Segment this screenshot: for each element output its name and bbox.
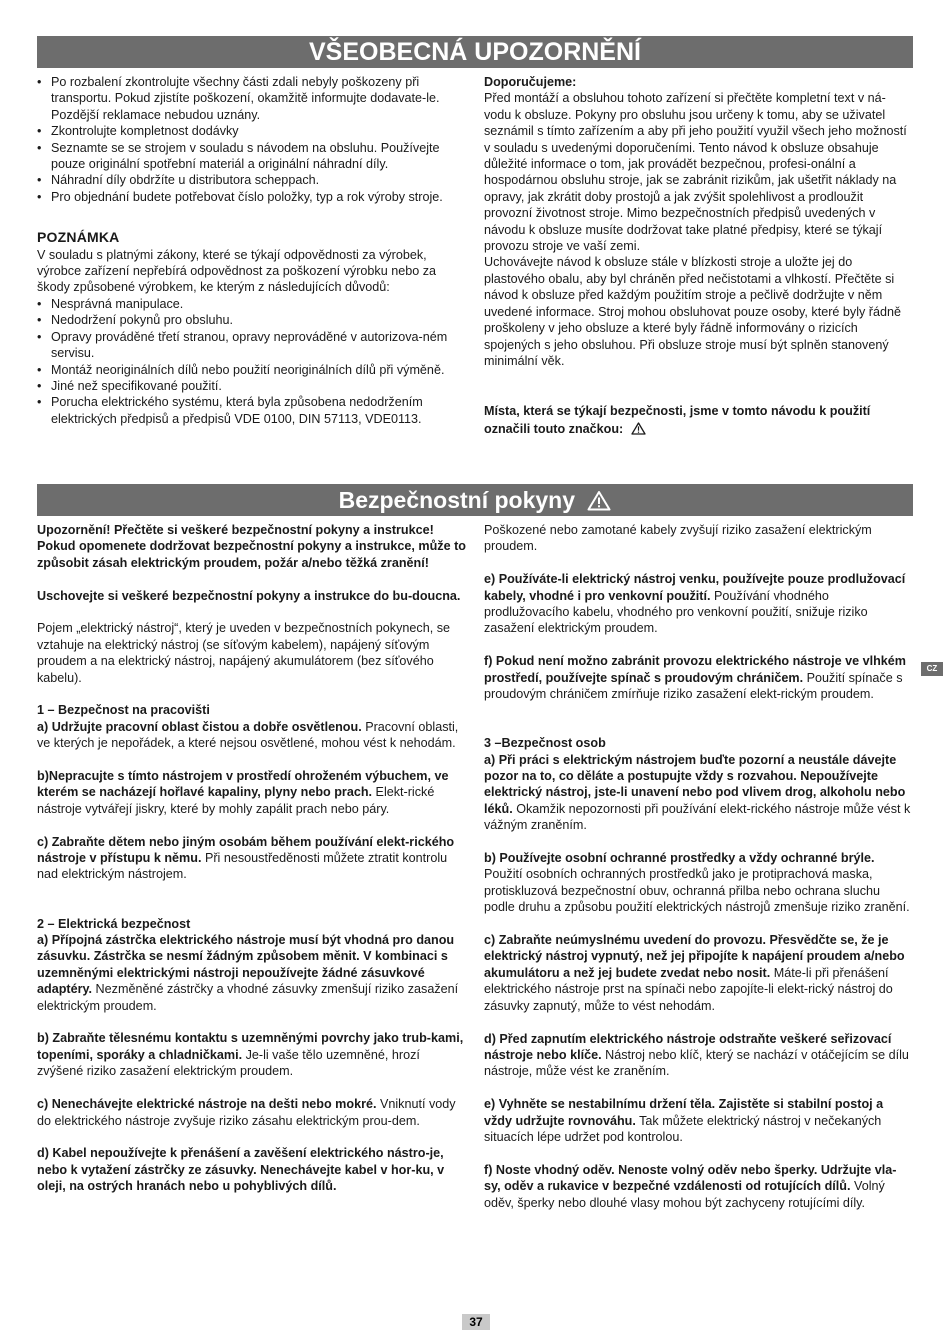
safety-item-text: Okamžik nepozornosti při používání elekt-rického nástroje může vést k vážným zraněním.	[484, 801, 911, 833]
language-tab: CZ	[921, 662, 943, 676]
safety-marking-text: Místa, která se týkají bezpečnosti, jsme v tomto návodu k použití označili touto značkou:	[484, 404, 871, 437]
safety-item	[484, 571, 912, 637]
section-heading: 1 – Bezpečnost na pracovišti	[37, 703, 210, 718]
safety-item	[484, 1096, 912, 1145]
safety-left-column	[37, 522, 467, 1194]
list-item: • Náhradní díly obdržíte u distributora scheppach.	[37, 172, 467, 188]
safety-item-text: Nástroj nebo klíč, který se nachází v otáčejícím se dílu nástroje, může vést ke zraněním.	[484, 1047, 909, 1079]
safety-item-text: Použití spínače s proudovým chráničem zmírňuje riziko zasažení elekt-rickým proudem.	[484, 670, 903, 702]
safety-item-title: b) Zabraňte tělesnému kontaktu s uzemněnými povrchy jako trub-kami, topeními, sporáky a chladničkami.	[37, 1031, 464, 1062]
list-item: • Opravy prováděné třetí stranou, opravy neprováděné v autorizova-ném servisu.	[37, 329, 467, 362]
safety-item-text: Používání vhodného prodlužovacího kabelu, vhodného pro venkovní použití, snižuje riziko zasažení elektrickým proudem.	[484, 588, 868, 636]
safety-item-text: Elekt-rické nástroje vytvářejí jiskry, které by mohly zapálit prach nebo páry.	[37, 785, 435, 816]
safety-item-title: c) Zabraňte dětem nebo jiným osobám během používání elekt-rického nástroje v přístupu k němu.	[37, 834, 455, 866]
safety-item	[37, 719, 467, 752]
general-notices-right-column	[484, 74, 912, 438]
safety-item	[484, 653, 912, 702]
safety-warning: Upozornění! Přečtěte si veškeré bezpečnostní pokyny a instrukce! Pokud opomenete dodržovat bezpečnostní pokyny a instrukce, může to způsobit zásah elektrickým proudem, požár a/nebo těžká zranění!	[37, 523, 466, 570]
general-bullet-list	[37, 74, 467, 205]
safety-item	[484, 932, 912, 1014]
safety-item-text: Volný oděv, šperky nebo dlouhé vlasy mohou být zachyceny rotujícími díly.	[484, 1179, 885, 1210]
safety-item	[37, 768, 467, 817]
safety-right-column	[484, 522, 912, 1211]
safety-item-title: a) Při práci s elektrickým nástrojem buďte pozorní a neustále dávejte pozor na to, co děláte a postupujte vždy s rozvahou. Nepoužívejte elektrický nástroj, jste-li unavení nebo pod vlivem drog, alkoholu nebo léků.	[484, 752, 906, 816]
safety-item	[37, 834, 467, 883]
safety-item-title: f) Noste vhodný oděv. Nenoste volný oděv nebo šperky. Udržujte vla-sy, oděv a rukavice v bezpečné vzdálenosti od rotujících dílů.	[484, 1162, 897, 1194]
safety-item-title: a) Přípojná zástrčka elektrického nástroje musí být vhodná pro danou zásuvku. Zástrčka se nesmí žádným způsobem měnit. V kombinaci s uzemněnými elektrickými nástroji nepoužívejte žádné zásuvkové adaptéry.	[37, 933, 455, 997]
safety-item-title: b)Nepracujte s tímto nástrojem v prostředí ohroženém výbuchem, ve kterém se nacházejí hořlavé kapaliny, plyny nebo prach.	[37, 769, 449, 800]
safety-item-text: Poškozené nebo zamotané kabely zvyšují riziko zasažení elektrickým proudem.	[484, 523, 872, 554]
safety-item	[37, 1030, 467, 1079]
safety-item	[37, 1096, 467, 1129]
safety-item	[484, 1162, 912, 1211]
list-item: • Po rozbalení zkontrolujte všechny části zdali nebyly poškozeny při transportu. Pokud zjistíte poškození, okamžitě informujte dodavate-le. Pozdější reklamace nebudou uznány.	[37, 74, 467, 123]
safety-item-text: Použití osobních ochranných prostředků jako je protiprachová maska, protiskluzová bezpečnostní obuv, ochranná přilba nebo ochrana sluchu podle druhu a způsobu použití elektrických nástrojů zmenšuje riziko zranění.	[484, 867, 910, 915]
list-item: • Jiné než specifikované použití.	[37, 378, 467, 394]
safety-item-title: d) Kabel nepoužívejte k přenášení a zavěšení elektrického nástro-je, nebo k vytažení zástrčky ze zásuvky. Nenechávejte kabel v hor-ku, v oleji, na ostrých hranách nebo u pohyblivých dílů.	[37, 1146, 445, 1194]
safety-item-text: Nezměněné zástrčky a vhodné zásuvky zmenšují riziko zasažení elektrickým proudem.	[37, 982, 459, 1013]
list-item: • Montáž neoriginálních dílů nebo použití neoriginálních dílů při výměně.	[37, 362, 467, 378]
safety-keep-note: Uschovejte si veškeré bezpečnostní pokyny a instrukce do bu-doucna.	[37, 588, 461, 603]
safety-item-title: e) Vyhněte se nestabilnímu držení těla. Zajistěte si stabilní postoj a vždy udržujte rovnováhu.	[484, 1097, 884, 1128]
general-notices-left-column	[37, 74, 467, 427]
note-bullet-list	[37, 296, 467, 427]
safety-item-text: Vniknutí vody do elektrického nástroje zvyšuje riziko zásahu elektrickým prou-dem.	[37, 1097, 456, 1128]
list-item: • Seznamte se se strojem v souladu s návodem na obsluhu. Používejte pouze originální spotřební materiál a originální náhradní díly.	[37, 140, 467, 173]
list-item: • Pro objednání budete potřebovat číslo položky, typ a rok výroby stroje.	[37, 189, 467, 205]
safety-item	[37, 932, 467, 1014]
list-item: • Nedodržení pokynů pro obsluhu.	[37, 312, 467, 328]
page-title: VŠEOBECNÁ UPOZORNĚNÍ	[309, 38, 641, 66]
general-notices-banner	[37, 36, 913, 68]
safety-item-text: Tak můžete elektrický nástroj v nečekaných situacích lépe udržet pod kontrolou.	[484, 1113, 882, 1144]
power-tool-term: Pojem „elektrický nástroj“, který je uveden v bezpečnostních pokynech, se vztahuje na elektrický nástroj (se síťovým kabelem), napájený síťovým proudem a na elektrický nástroj, napájený akumulátorem (bez síťového kabelu).	[37, 621, 450, 685]
safety-item-text: Při nesoustředěnosti můžete ztratit kontrolu nad elektrickým nástrojem.	[37, 851, 448, 882]
safety-item	[484, 752, 912, 834]
safety-title: Bezpečnostní pokyny	[338, 487, 576, 513]
list-item: • Zkontrolujte kompletnost dodávky	[37, 123, 467, 139]
safety-marking-note	[484, 402, 912, 438]
safety-item-text: Pracovní oblasti, ve kterých je nepořádek, a které nejsou osvětlené, mohou vést k nehodám.	[37, 719, 459, 751]
safety-item-title: d) Před zapnutím elektrického nástroje odstraňte veškeré seřizovací nástroje nebo klíče.	[484, 1031, 892, 1062]
safety-item-title: f) Pokud není možno zabránit provozu elektrického nástroje ve vlhkém prostředí, používejte spínač s proudovým chráničem.	[484, 654, 906, 685]
safety-item-title: b) Používejte osobní ochranné prostředky a vždy ochranné brýle.	[484, 851, 875, 866]
safety-item-text: Máte-li při přenášení elektrického nástroje prst na spínači nebo zapojíte-li elekt-rický nástroj do zásuvky zapnutý, může to vést nehodám.	[484, 965, 893, 1013]
section-heading: 2 – Elektrická bezpečnost	[37, 916, 191, 931]
warning-triangle-icon	[631, 422, 646, 435]
recommend-heading: Doporučujeme:	[484, 75, 577, 89]
safety-item	[484, 1031, 912, 1080]
warning-triangle-icon	[587, 490, 611, 511]
section-heading: 3 –Bezpečnost osob	[484, 736, 606, 751]
safety-item-text: Je-li vaše tělo uzemněné, hrozí zvýšené riziko zasažení elektrickým proudem.	[37, 1047, 420, 1079]
page-number: 37	[462, 1314, 490, 1330]
recommend-paragraph: Uchovávejte návod k obsluze stále v blízkosti stroje a uložte jej do plastového obalu, aby byl chráněn před nečistotami a vlhkostí. Přečtěte si návod k obsluze před každým použitím stroje a pečlivě dodržujte v něm uvedené informace. Stroj mohou obsluhovat pouze osoby, které byly řádně proškoleny v jeho obsluze a které byly řádně informovány o rizicích spojených s jeho obsluhou. Při obsluze stroje musí být splněn stanovený minimální věk.	[484, 255, 902, 368]
safety-item	[484, 850, 912, 916]
safety-item-title: a) Udržujte pracovní oblast čistou a dobře osvětlenou.	[37, 719, 362, 734]
list-item: • Porucha elektrického systému, která byla způsobena nedodržením elektrických předpisů a předpisů VDE 0100, DIN 57113, VDE0113.	[37, 394, 467, 427]
recommend-paragraph: Před montáží a obsluhou tohoto zařízení si přečtěte kompletní text v ná-vodu k obsluze. Pokyny pro obsluhu jsou určeny k tomu, aby se uživatel seznámil s tímto zařízením a aby při jeho použití využil všech jeho možností v souladu s uvedenými doporučeními. Tento návod k obsluze obsahuje důležité informace o tom, jak provádět bezpečnou, profesi-onální a hospodárnou obsluhu stroje, jak se zabránit rizikům, jak ušetřit náklady na opravy, jak zkrátit doby prostojů a jak zvýšit spolehlivost a prodloužit provozní životnost stroje. Mimo bezpečnostních předpisů uvedených v návodu k obsluze musíte dodržovat take platné předpisy, které se týkají provozu stroje ve vaší zemi.	[484, 91, 907, 254]
list-item: • Nesprávná manipulace.	[37, 296, 467, 312]
note-text: V souladu s platnými zákony, které se týkají odpovědnosti za výrobek, výrobce zařízení nepřebírá odpovědnost za poškození výrobku nebo za škody způsobené výrobkem, ke kterým z následujících důvodů:	[37, 247, 437, 295]
safety-item-title: c) Nenechávejte elektrické nástroje na dešti nebo mokré.	[37, 1097, 377, 1112]
safety-instructions-banner	[37, 484, 913, 516]
note-heading: POZNÁMKA	[37, 229, 120, 246]
safety-item-title: e) Používáte-li elektrický nástroj venku, používejte pouze prodlužovací kabely, vhodné i pro venkovní použití.	[484, 572, 906, 603]
safety-item-title: c) Zabraňte neúmyslnému uvedení do provozu. Přesvědčte se, že je elektrický nástroj vypnutý, než jej připojíte k napájení proudem a/nebo akumulátoru a než jej budete zvedat nebo nosit.	[484, 933, 905, 980]
